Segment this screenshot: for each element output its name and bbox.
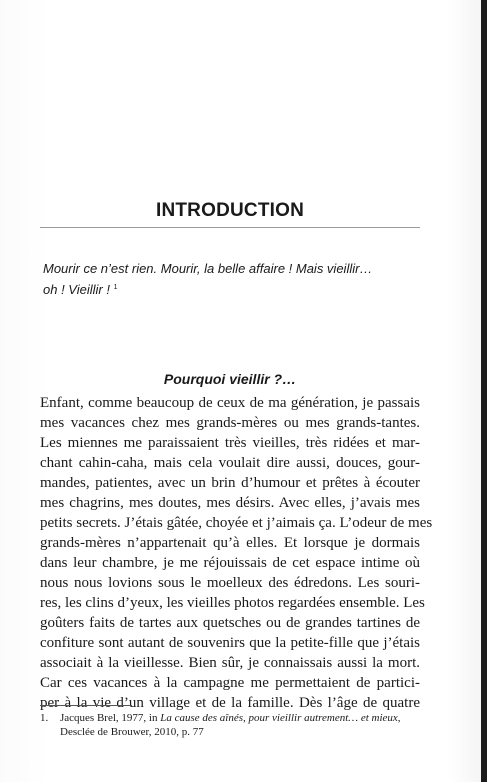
footnote-number: 1. xyxy=(40,712,49,724)
body-line: Les miennes me paraissaient très vieilles, très ridées et mar- xyxy=(40,435,420,451)
epigraph xyxy=(43,259,415,299)
footnote-line-2: Desclée de Brouwer, 2010, p. 77 xyxy=(60,726,204,738)
body-line: goûters faits de tartes aux quetsches ou de grandes tartines de xyxy=(40,615,420,631)
footnote xyxy=(40,711,420,739)
body-line: confiture sont autant de souvenirs que la petite-fille que j’étais xyxy=(40,635,420,651)
footnote-text-part2: , xyxy=(397,712,401,724)
epigraph-line-2: oh ! Vieillir ! xyxy=(43,282,114,297)
body-paragraph xyxy=(40,393,433,713)
footnote-book-title: La cause des aînés, pour vieillir autrement… et mieux xyxy=(160,712,398,724)
heading-rule xyxy=(40,227,420,228)
body-line: mes chagrins, mes doutes, mes désirs. Avec elles, j’avais mes xyxy=(40,495,420,511)
body-line: petits secrets. J’étais gâtée, choyée et j’aimais ça. L’odeur de mes xyxy=(40,515,433,531)
body-line: Enfant, comme beaucoup de ceux de ma génération, je passais xyxy=(40,395,420,411)
footnote-text-part1: Jacques Brel, 1977, in xyxy=(60,712,161,724)
body-line: nous nous lovions sous le moelleux des édredons. Les souri- xyxy=(40,575,420,591)
body-line: Car ces vacances à la campagne me permettaient de partici- xyxy=(40,675,420,691)
body-line: chant cahin-caha, mais cela voulait dire aussi, douces, gour- xyxy=(40,455,420,471)
page-edge-shadow xyxy=(481,0,487,782)
body-line: dans leur chambre, je me réjouissais de cet espace intime où xyxy=(40,555,420,571)
epigraph-line-1: Mourir ce n’est rien. Mourir, la belle affaire ! Mais vieillir… xyxy=(43,261,373,276)
body-line: grands-mères n’appartenait qu’à elles. Et lorsque je dormais xyxy=(40,535,420,551)
body-line: mes vacances chez mes grands-mères ou mes grands-tantes. xyxy=(40,415,420,431)
body-line: res, les clins d’yeux, les vieilles photos regardées ensemble. Les xyxy=(40,595,425,611)
body-line: mandes, patientes, avec un brin d’humour et prêtes à écouter xyxy=(40,475,420,491)
footnote-rule xyxy=(40,705,132,706)
body-line: per à la vie d’un village et de la famille. Dès l’âge de quatre xyxy=(40,695,420,711)
footnote-reference: 1 xyxy=(113,284,118,291)
chapter-heading: INTRODUCTION xyxy=(155,200,305,221)
section-subheading: Pourquoi vieillir ?… xyxy=(163,371,297,387)
body-line: associait à la vieillesse. Bien sûr, je connaissais aussi la mort. xyxy=(40,655,420,671)
